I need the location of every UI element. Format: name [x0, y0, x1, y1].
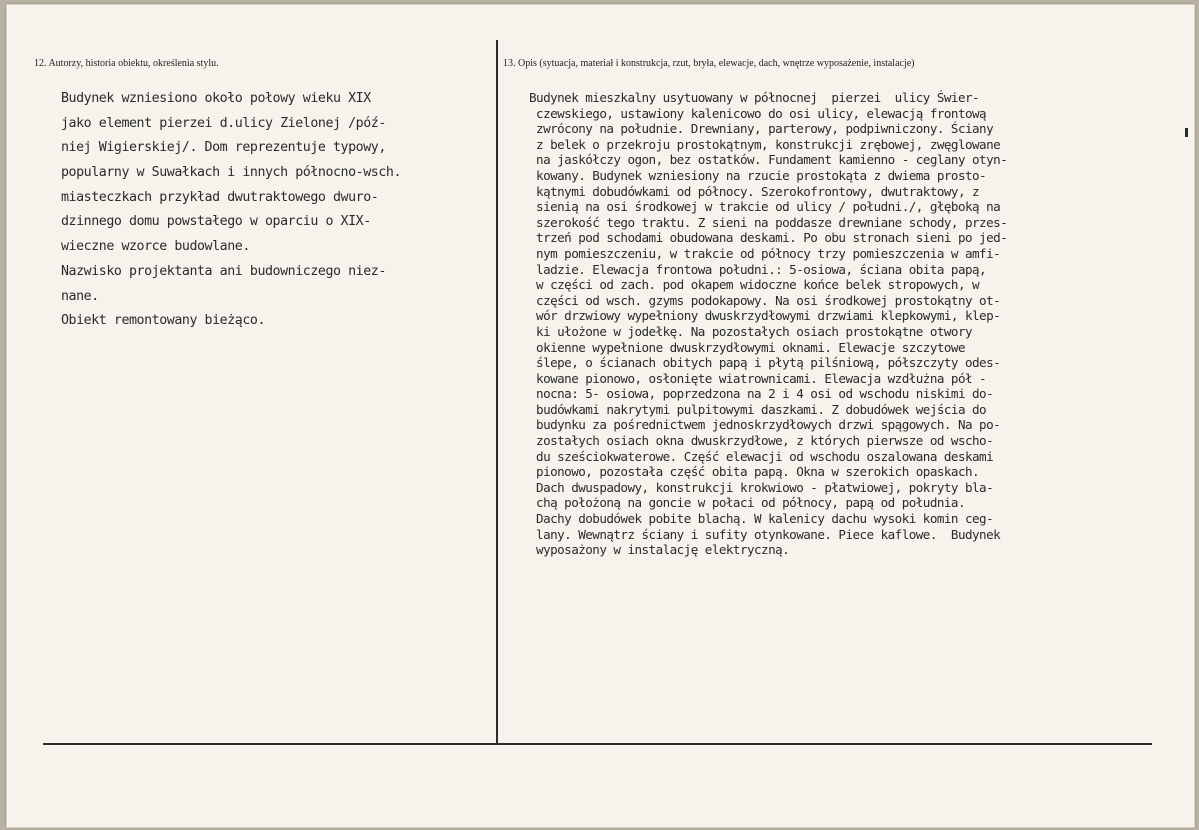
section-12-heading: 12. Autorzy, historia obiektu, określenia stylu. [34, 58, 219, 69]
text-line: pionowo, pozostała część obita papą. Okna w szerokich opaskach. [529, 464, 980, 480]
text-line: popularny w Suwałkach i innych północno-wsch. [61, 165, 401, 181]
text-line: budówkami nakrytymi pulpitowymi daszkami. Z dobudówek wejścia do [529, 401, 987, 417]
text-line: jako element pierzei d.ulicy Zielonej /póź- [61, 115, 386, 131]
text-line: Budynek mieszkalny usytuowany w północnej pierzei ulicy Świer- [529, 90, 980, 105]
text-line: w części od zach. pod okapem widoczne końce belek stropowych, w [529, 277, 980, 293]
text-line: du sześciokwaterowe. Część elewacji od wschodu oszalowana deskami [529, 448, 994, 464]
text-line: Dach dwuspadowy, konstrukcji krokwiowo - płatwiowej, pokryty bla- [529, 479, 994, 495]
text-line: miasteczkach przykład dwutraktowego dwuro- [61, 189, 379, 205]
text-line: nym pomieszczeniu, w trakcie od północy trzy pomieszczenia w amfi- [529, 245, 1001, 261]
text-line: wieczne wzorce budowlane. [61, 239, 250, 255]
text-line: kątnymi dobudówkami od północy. Szerokofrontowy, dwutraktowy, z [529, 183, 980, 199]
text-line: nocna: 5- osiowa, poprzedzona na 2 i 4 osi od wschodu niskimi do- [529, 386, 994, 402]
section-13-text [529, 90, 1007, 558]
text-line: ki ułożone w jodełkę. Na pozostałych osiach prostokątne otwory [529, 323, 973, 339]
text-line: okienne wypełnione dwuskrzydłowymi oknami. Elewacje szczytowe [529, 339, 965, 355]
text-line: wyposażony w instalację elektryczną. [529, 542, 790, 558]
text-line: dzinnego domu powstałego w oparciu o XIX- [61, 214, 371, 230]
text-line: budynku za pośrednictwem jednoskrzydłowych drzwi spągowych. Na po- [529, 417, 1001, 433]
text-line: chą położoną na goncie w połaci od północy, papą od południa. [529, 495, 965, 511]
edge-mark [1185, 128, 1188, 137]
section-13-heading: 13. Opis (sytuacja, materiał i konstrukcja, rzut, bryła, elewacje, dach, wnętrze wyposażenie, instalacje) [503, 58, 915, 69]
text-line: sienią na osi środkowej w trakcie od ulicy / południ./, głęboką na [529, 199, 1001, 215]
section-12-text [61, 87, 401, 334]
text-line: kowane pionowo, osłonięte wiatrownicami. Elewacja wzdłużna pół - [529, 370, 987, 386]
text-line: części od wsch. gzyms podokapowy. Na osi środkowej prostokątny ot- [529, 292, 1001, 308]
text-line: nane. [61, 288, 99, 304]
text-line: z belek o przekroju prostokątnym, konstrukcji zrębowej, zwęglowane [529, 136, 1001, 152]
text-line: szerokość tego traktu. Z sieni na poddasze drewniane schody, przes- [529, 214, 1008, 230]
text-line: Dachy dobudówek pobite blachą. W kalenicy dachu wysoki komin ceg- [529, 511, 994, 527]
text-line: wór drzwiowy wypełniony dwuskrzydłowymi drzwiami klepkowymi, klep- [529, 308, 1001, 324]
text-line: trzeń pod schodami obudowana deskami. Po obu stronach sieni po jed- [529, 230, 1008, 246]
column-divider [496, 40, 498, 745]
text-line: zostałych osiach okna dwuskrzydłowe, z których pierwsze od wscho- [529, 433, 994, 449]
text-line: na jaskółczy ogon, bez ostatków. Fundament kamienno - ceglany otyn- [529, 152, 1008, 168]
text-line: lany. Wewnątrz ściany i sufity otynkowane. Piece kaflowe. Budynek [529, 526, 1001, 542]
text-line: zwrócony na południe. Drewniany, parterowy, podpiwniczony. Ściany [529, 121, 994, 137]
text-line: ślepe, o ścianach obitych papą i płytą pilśniową, półszczyty odes- [529, 355, 1001, 371]
text-line: niej Wigierskiej/. Dom reprezentuje typowy, [61, 140, 386, 156]
text-line: Obiekt remontowany bieżąco. [61, 313, 265, 329]
bottom-rule [43, 743, 1152, 745]
text-line: Budynek wzniesiono około połowy wieku XIX [61, 91, 371, 106]
text-line: czewskiego, ustawiony kalenicowo do osi ulicy, elewacją frontową [529, 105, 987, 121]
text-line: Nazwisko projektanta ani budowniczego niez- [61, 263, 386, 279]
text-line: ladzie. Elewacja frontowa południ.: 5-osiowa, ściana obita papą, [529, 261, 987, 277]
text-line: kowany. Budynek wzniesiony na rzucie prostokąta z dwiema prosto- [529, 167, 987, 183]
